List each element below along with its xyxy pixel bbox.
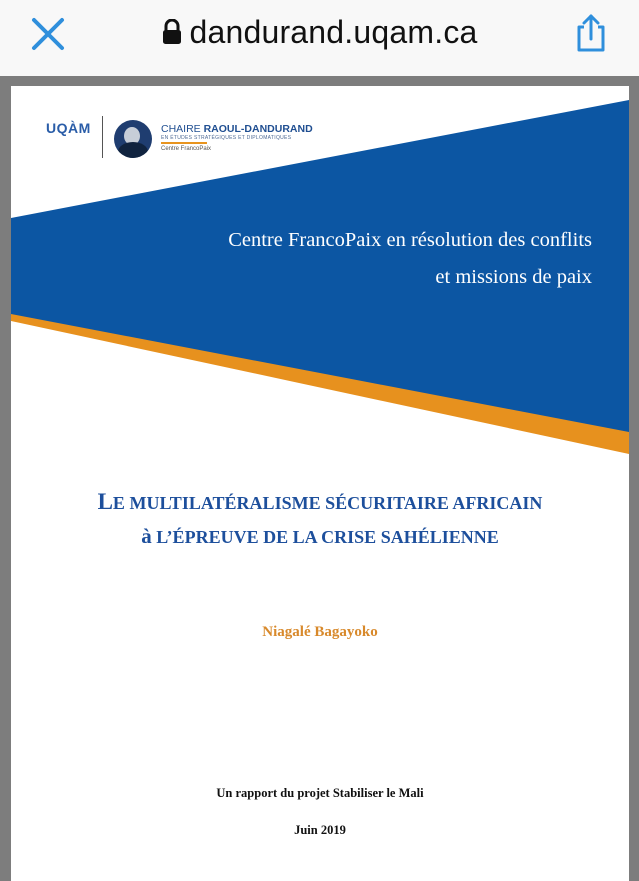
chaire-subtitle: EN ÉTUDES STRATÉGIQUES ET DIPLOMATIQUES — [161, 135, 292, 141]
address-bar[interactable] — [0, 14, 639, 51]
share-icon[interactable] — [571, 12, 611, 54]
chaire-centre: Centre FrancoPaix — [161, 146, 212, 152]
logo-divider — [102, 116, 103, 158]
url-text: dandurand.uqam.ca — [189, 14, 478, 50]
browser-toolbar — [0, 0, 639, 76]
lock-icon — [161, 19, 183, 45]
dandurand-portrait-logo — [114, 120, 152, 158]
banner-heading-line2: et missions de paix — [435, 266, 592, 288]
chaire-name: CHAIRE RAOUL-DANDURAND — [161, 123, 313, 135]
report-title-line2: à L’ÉPREUVE DE LA CRISE SAHÉLIENNE — [141, 524, 499, 548]
report-date: Juin 2019 — [294, 823, 346, 837]
pdf-viewer[interactable] — [0, 76, 639, 881]
chaire-rule — [161, 142, 207, 144]
banner-heading-line1: Centre FrancoPaix en résolution des conflits — [228, 229, 592, 251]
report-project-line: Un rapport du projet Stabiliser le Mali — [216, 786, 424, 800]
uqam-logo: UQÀM — [46, 120, 91, 136]
author-name: Niagalé Bagayoko — [262, 624, 378, 640]
cover-banner — [11, 86, 629, 881]
pdf-page — [11, 86, 629, 881]
report-title-line1: LE MULTILATÉRALISME SÉCURITAIRE AFRICAIN — [97, 489, 543, 514]
